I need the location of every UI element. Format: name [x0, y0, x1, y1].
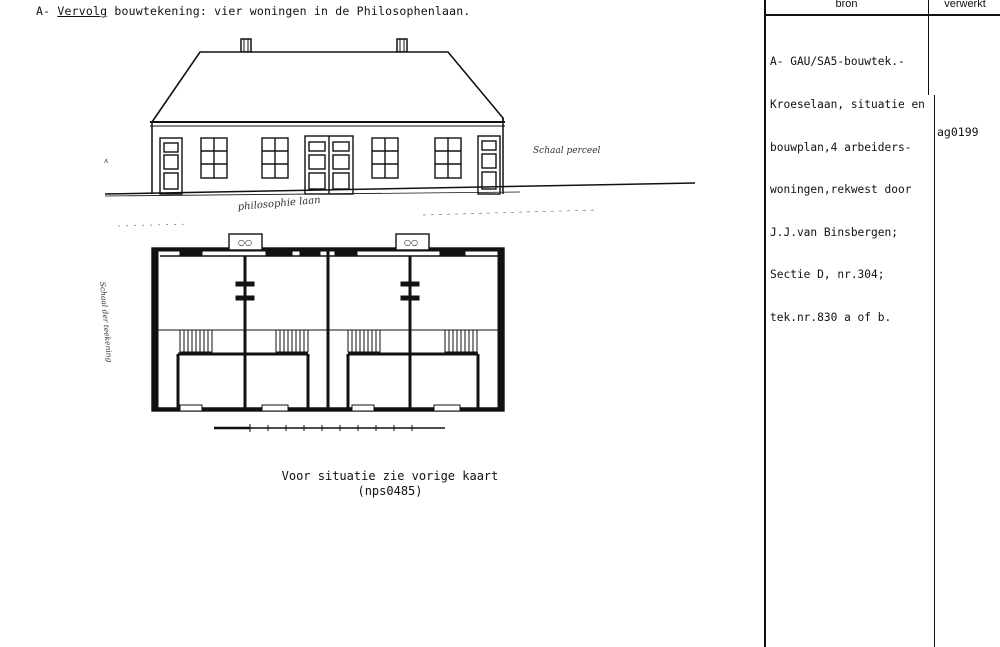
hatched-area-3: [348, 330, 380, 352]
roof: [152, 52, 503, 122]
caption-line-1: Voor situatie zie vorige kaart: [281, 469, 499, 483]
bron-line-7: tek.nr.830 a of b.: [770, 311, 892, 325]
header-underlined-word: Vervolg: [57, 4, 108, 18]
ground-line: [105, 183, 695, 194]
column-header-verwerkt: verwerkt: [944, 0, 986, 10]
handwritten-right-note: Schaal perceel: [533, 146, 601, 156]
column-header-bron: bron: [835, 0, 858, 10]
hatched-area-4: [445, 330, 477, 352]
header-rest: bouwtekening: vier woningen in de Philosophenlaan.: [114, 4, 471, 18]
bron-entry: [770, 27, 942, 339]
table-left-border: [764, 0, 766, 647]
facade-elevation: [105, 39, 695, 196]
caption: [270, 469, 510, 499]
svg-text:○○: ○○: [238, 238, 252, 247]
bron-line-1: A- GAU/SA5-bouwtek.-: [770, 55, 905, 69]
caption-line-2: (nps0485): [357, 484, 423, 498]
bron-line-6: Sectie D, nr.304;: [770, 268, 885, 282]
hatched-area-2: [276, 330, 308, 352]
handwritten-left-note: Schaal der teekening: [98, 281, 115, 363]
facade-openings: [160, 136, 500, 194]
svg-text:ʌ: ʌ: [104, 157, 108, 165]
chimney-right: [397, 39, 407, 52]
bron-line-3: bouwplan,4 arbeiders-: [770, 140, 912, 154]
chimney-left: [241, 39, 251, 52]
hatched-area-1: [180, 330, 212, 352]
door-right: [478, 136, 500, 194]
verwerkt-value: ag0199: [937, 125, 979, 139]
floor-plan: [152, 234, 504, 411]
scale-bar: [214, 424, 445, 432]
table-header-rule: [764, 14, 1000, 16]
handwritten-street: philosophie laan: [237, 194, 322, 213]
bron-line-2: Kroeselaan, situatie en: [770, 98, 925, 112]
bron-line-5: J.J.van Binsbergen;: [770, 225, 898, 239]
bron-line-4: woningen,rekwest door: [770, 183, 912, 197]
header-prefix: A-: [36, 4, 51, 18]
svg-text:○○: ○○: [404, 238, 418, 247]
